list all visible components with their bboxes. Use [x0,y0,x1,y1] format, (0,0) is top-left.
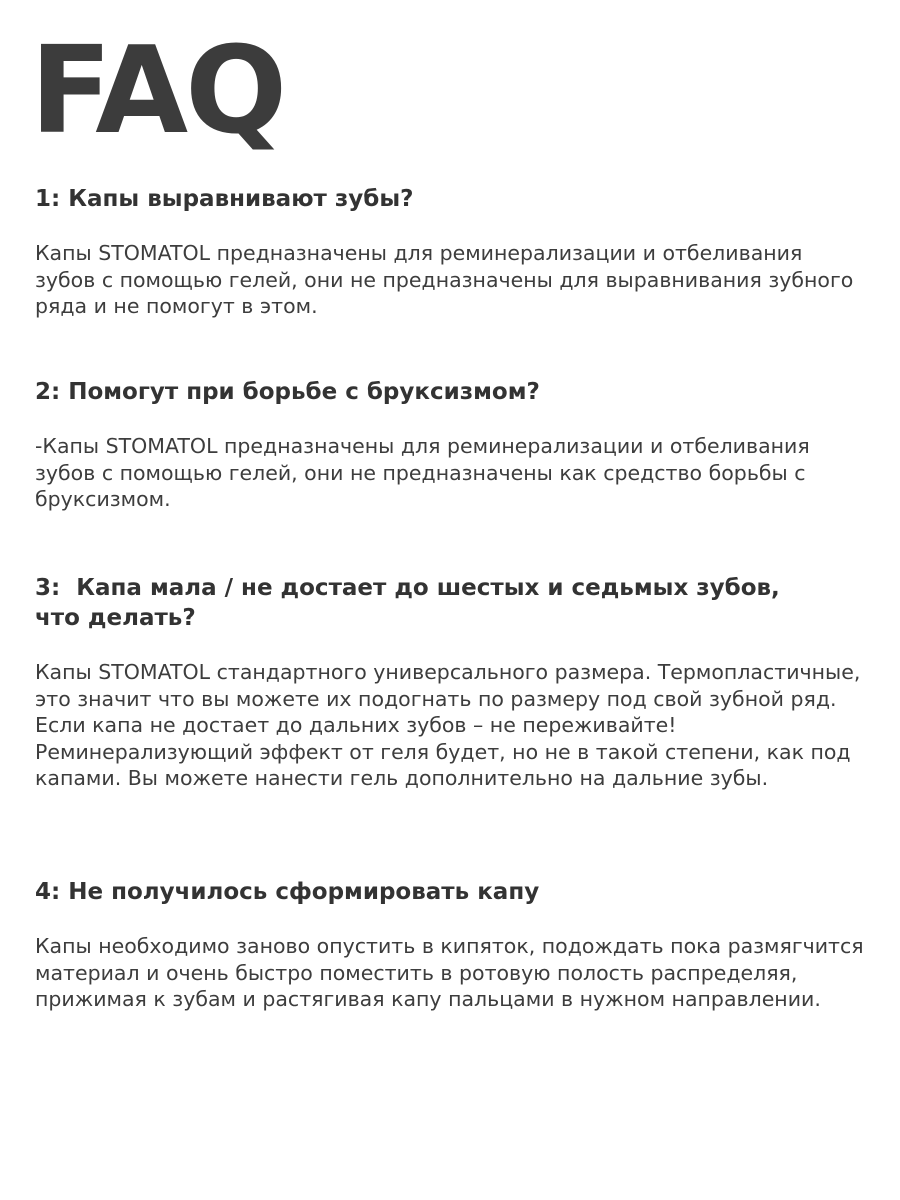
faq-question-3: 3: Капа мала / не достает до шестых и седьмых зубов, что делать? [35,575,788,631]
faq-question-2: 2: Помогут при борьбе с бруксизмом? [35,379,540,405]
faq-question-4: 4: Не получилось сформировать капу [35,879,540,905]
faq-question-1: 1: Капы выравнивают зубы? [35,186,414,212]
faq-item-2 [35,377,865,513]
faq-answer-2: -Капы STOMATOL предназначены для реминерализации и отбеливания зубов с помощью гелей, они не предназначены как средство борьбы с бруксизмом. [35,434,810,511]
faq-answer-1: Капы STOMATOL предназначены для реминерализации и отбеливания зубов с помощью гелей, они не предназначены для выравнивания зубного ряда и не помогут в этом. [35,241,854,318]
page-title: FAQ [30,22,285,161]
faq-answer-3: Капы STOMATOL стандартного универсального размера. Термопластичные, это значит что вы можете их подогнать по размеру под свой зубной ряд. Если капа не достает до дальних зубов – не переживайте! Реминерализующий эффект от геля будет, но не в такой степени, как под капами. Вы можете нанести гель дополнительно на дальние зубы. [35,660,861,790]
faq-item-3 [35,573,865,792]
faq-answer-4: Капы необходимо заново опустить в кипяток, подождать пока размягчится материал и очень быстро поместить в ротовую полость распределяя, прижимая к зубам и растягивая капу пальцами в нужном направлении. [35,934,864,1011]
faq-item-1 [35,184,865,320]
faq-item-4 [35,877,865,1013]
